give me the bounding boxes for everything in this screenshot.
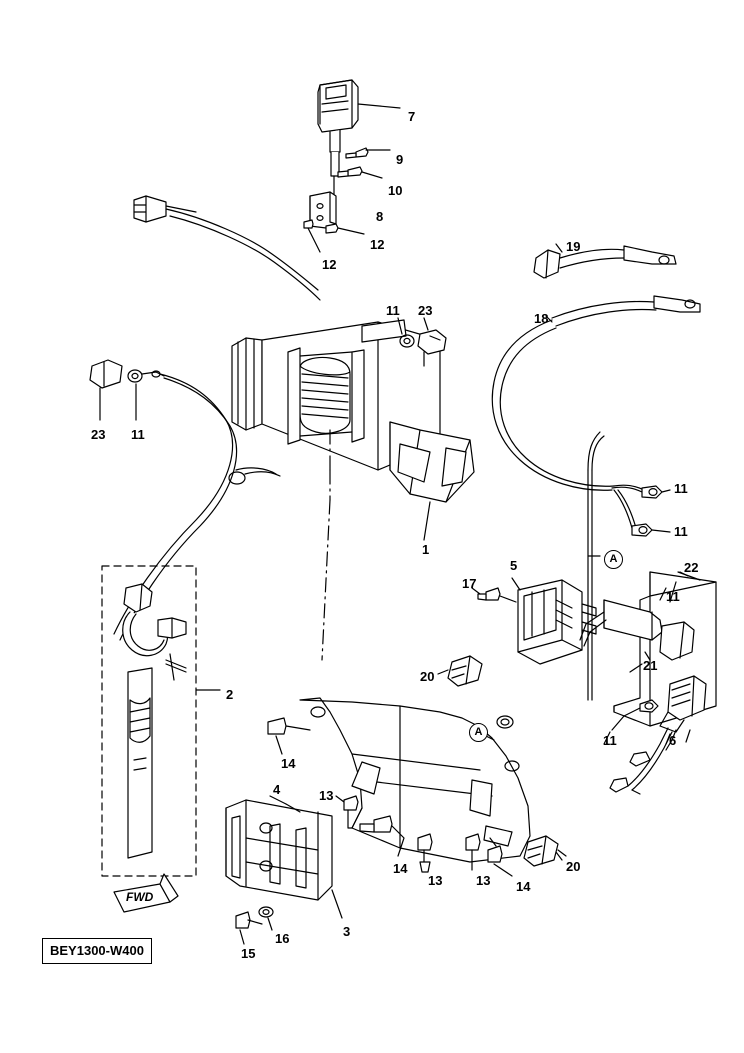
part-11-washer-left: [128, 370, 142, 420]
callout-19: 19: [566, 239, 581, 254]
part-5-control-box: [518, 580, 596, 664]
part-16-nut: [259, 907, 273, 930]
part-19-cable-clamp: [534, 244, 676, 278]
callout-11-right-upper: 11: [674, 481, 688, 496]
part-7-switch-assembly: [318, 80, 358, 196]
callout-1: 1: [422, 542, 430, 557]
fwd-label: FWD: [126, 890, 154, 904]
callout-12-upper: 12: [370, 237, 385, 252]
callout-13-a: 13: [319, 788, 334, 803]
part-10-screw: [338, 167, 382, 178]
callout-11-bottom: 11: [603, 733, 617, 748]
part-18-battery-cable: [492, 296, 700, 490]
callout-9: 9: [396, 152, 404, 167]
callout-23-left: 23: [91, 427, 106, 442]
callout-13-c: 13: [476, 873, 491, 888]
callout-16: 16: [275, 931, 290, 946]
callout-22: 22: [684, 560, 699, 575]
callout-12-lower: 12: [322, 257, 337, 272]
callout-11-right-lower: 11: [674, 524, 688, 539]
part-8-bracket: [310, 192, 336, 228]
part-mount-bracket-large: [300, 698, 530, 862]
callout-2: 2: [226, 687, 234, 702]
part-11-terminal-lower: [632, 524, 670, 536]
callout-10: 10: [388, 183, 403, 198]
callout-7: 7: [408, 109, 416, 124]
callout-11-left: 11: [131, 427, 145, 442]
callout-21: 21: [643, 658, 658, 673]
callout-17: 17: [462, 576, 477, 591]
part-20-clamp-upper: [438, 656, 482, 686]
part-14-bolt-a: [268, 718, 310, 754]
callout-20-upper: 20: [420, 669, 435, 684]
callout-8: 8: [376, 209, 384, 224]
part-23-terminal-cap-left: [90, 360, 122, 420]
callout-20-lower: 20: [566, 859, 581, 874]
callout-15: 15: [241, 946, 256, 961]
section-label-a-upper: A: [604, 550, 623, 569]
part-2-hook-strap-group: [102, 566, 196, 876]
part-15-bolt: [236, 912, 262, 944]
part-11-terminal-upper: [642, 486, 670, 498]
part-3-fairlead-frame: [226, 800, 332, 900]
part-12-screw-upper: [326, 224, 364, 234]
callout-18: 18: [534, 311, 549, 326]
part-17-bolt: [472, 588, 516, 602]
callout-14-c: 14: [516, 879, 531, 894]
section-label-a-lower: A: [469, 723, 488, 742]
part-20-clamp-lower: [524, 836, 566, 866]
callout-4: 4: [273, 782, 281, 797]
part-harness-connector-left: [134, 196, 196, 222]
drawing-code: BEY1300-W400: [42, 938, 152, 964]
callout-11-plate: 11: [666, 589, 680, 604]
callout-11-top: 11: [386, 303, 400, 318]
callout-13-b: 13: [428, 873, 443, 888]
callout-6: 6: [669, 733, 677, 748]
callout-14-a: 14: [281, 756, 296, 771]
part-9-screw: [346, 148, 390, 158]
callout-23-top: 23: [418, 303, 433, 318]
callout-5: 5: [510, 558, 518, 573]
callout-3: 3: [343, 924, 351, 939]
callout-14-b: 14: [393, 861, 408, 876]
